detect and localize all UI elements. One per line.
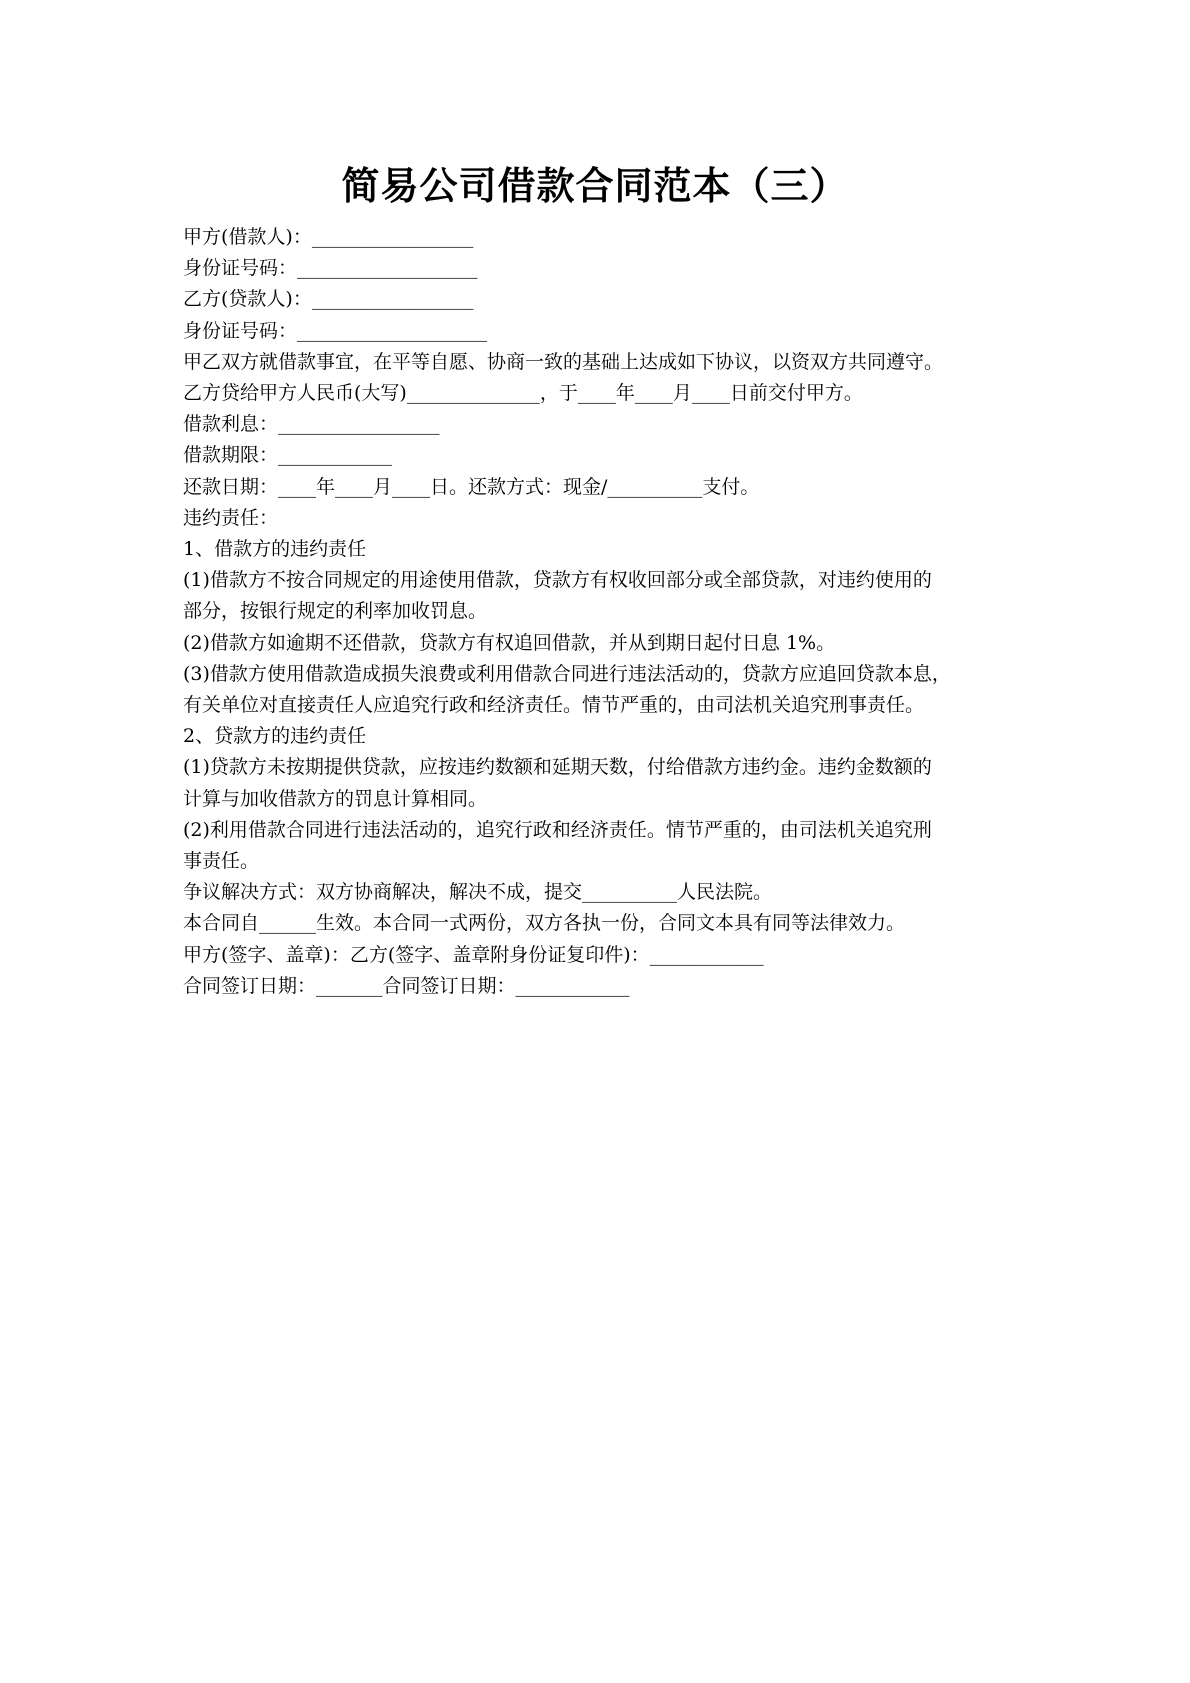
borrower-clause-1-line-2: 部分，按银行规定的利率加收罚息。 <box>183 600 488 623</box>
dispute-resolution-line: 争议解决方式：双方协商解决，解决不成，提交__________人民法院。 <box>183 881 773 904</box>
borrower-clause-1-line-1: (1)借款方不按合同规定的用途使用借款，贷款方有权收回部分或全部贷款，对违约使用的 <box>183 569 932 592</box>
party-a-borrower-line: 甲方(借款人)：_________________ <box>183 226 474 248</box>
signature-line: 甲方(签字、盖章)：乙方(签字、盖章附身份证复印件)：____________ <box>183 943 764 966</box>
lender-clause-1-line-2: 计算与加收借款方的罚息计算相同。 <box>183 787 488 810</box>
effectiveness-line: 本合同自______生效。本合同一式两份，双方各执一份，合同文本具有同等法律效力。 <box>183 912 906 935</box>
loan-amount-line: 乙方贷给甲方人民币(大写)______________，于____年____月____日前交付甲方。 <box>183 382 863 405</box>
loan-interest-line: 借款利息：_________________ <box>183 413 440 436</box>
borrower-clause-3-line-1: (3)借款方使用借款造成损失浪费或利用借款合同进行违法活动的，贷款方应追回贷款本息， <box>183 662 951 685</box>
borrower-clause-3-line-2: 有关单位对直接责任人应追究行政和经济责任。情节严重的，由司法机关追究刑事责任。 <box>183 694 925 717</box>
borrower-liability-heading: 1、借款方的违约责任 <box>183 538 367 561</box>
borrower-clause-2: (2)借款方如逾期不还借款，贷款方有权追回借款，并从到期日起付日息 1%。 <box>183 631 836 654</box>
agreement-preamble: 甲乙双方就借款事宜，在平等自愿、协商一致的基础上达成如下协议，以资双方共同遵守。 <box>183 350 944 373</box>
loan-term-line: 借款期限：____________ <box>183 444 393 467</box>
lender-liability-heading: 2、贷款方的违约责任 <box>183 725 367 748</box>
party-a-id-line: 身份证号码：___________________ <box>183 257 478 280</box>
lender-clause-2-line-2: 事责任。 <box>183 850 260 873</box>
signing-date-line: 合同签订日期：_______合同签订日期：____________ <box>183 974 630 997</box>
party-b-id-line: 身份证号码：____________________ <box>183 319 488 342</box>
repayment-date-line: 还款日期：____年____月____日。还款方式：现金/__________支付。 <box>183 475 760 498</box>
lender-clause-2-line-1: (2)利用借款合同进行违法活动的，追究行政和经济责任。情节严重的，由司法机关追究刑 <box>183 818 932 841</box>
liability-heading: 违约责任： <box>183 506 279 529</box>
party-b-lender-line: 乙方(贷款人)：_________________ <box>183 288 474 311</box>
lender-clause-1-line-1: (1)贷款方未按期提供贷款，应按违约数额和延期天数，付给借款方违约金。违约金数额的 <box>183 756 932 779</box>
document-title: 简易公司借款合同范本（三） <box>341 163 849 208</box>
document-body <box>183 222 1023 1002</box>
